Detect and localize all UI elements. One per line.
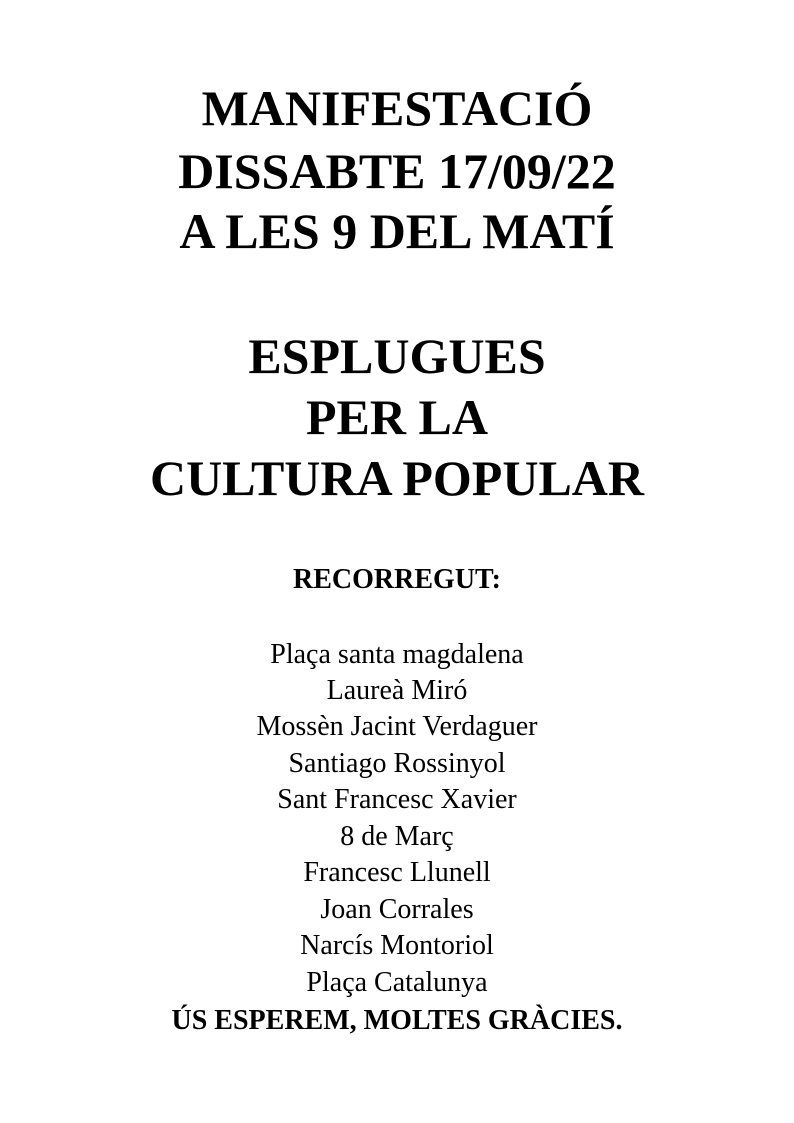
slogan-line-3: CULTURA POPULAR <box>149 450 645 506</box>
route-heading: RECORREGUT: <box>293 564 501 595</box>
headline-date: DISSABTE 17/09/22 <box>178 143 616 199</box>
route-stop: Plaça santa magdalena <box>270 639 524 670</box>
route-stop: Laureà Miró <box>326 675 468 706</box>
headline-time: A LES 9 DEL MATÍ <box>179 203 615 259</box>
route-stop: 8 de Març <box>340 821 454 852</box>
route-stop: Narcís Montoriol <box>300 930 494 961</box>
headline-title: MANIFESTACIÓ <box>201 80 593 136</box>
route-stop: Sant Francesc Xavier <box>277 784 517 815</box>
slogan-line-1: ESPLUGUES <box>248 328 546 384</box>
closing-message: ÚS ESPEREM, MOLTES GRÀCIES. <box>171 1005 623 1036</box>
slogan-line-2: PER LA <box>306 389 488 445</box>
route-stop: Plaça Catalunya <box>306 967 488 998</box>
route-stop: Mossèn Jacint Verdaguer <box>256 711 538 742</box>
route-stop: Francesc Llunell <box>303 857 491 888</box>
route-stop: Joan Corrales <box>320 894 474 925</box>
route-stop: Santiago Rossinyol <box>288 748 506 779</box>
